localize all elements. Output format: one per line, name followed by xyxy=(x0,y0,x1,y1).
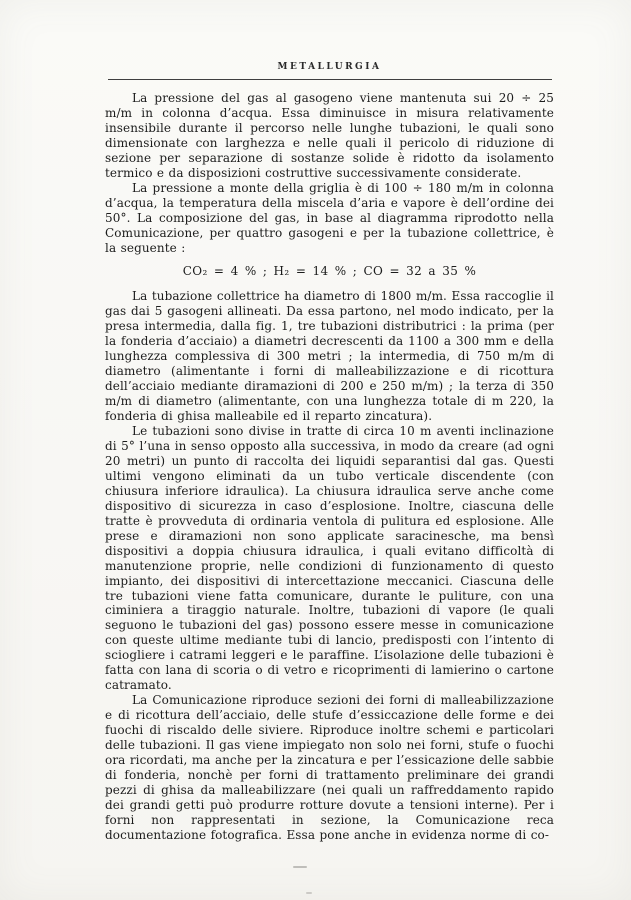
scan-artifact-dot xyxy=(306,892,312,894)
paragraph: La pressione a monte della griglia è di 100 ÷ 180 m/m in colonna d’acqua, la temperatura della miscela d’aria e vapore è dell’ordine dei 50°. La composizione del gas, in base al diagramma riprodotto nella Comunicazione, per quattro gasogeni e per la tubazione collettrice, è la seguente : xyxy=(105,180,554,255)
gas-composition-formula: CO₂ = 4 % ; H₂ = 14 % ; CO = 32 a 35 % xyxy=(182,264,477,279)
paragraph: La Comunicazione riproduce sezioni dei forni di malleabilizzazione e di ricottura dell’acciaio, delle stufe d’essiccazione delle forme e dei fuochi di riscaldo delle siviere. Riproduce inoltre schemi e particolari delle tubazioni. Il gas viene impiegato non solo nei forni, stufe o fuochi ora ricordati, ma anche per la zincatura e per l’essicazione delle sabbie di fonderia, nonchè per forni di trattamento preliminare dei grandi pezzi di ghisa da malleabilizzare (nei quali un raffreddamento rapido dei grandi getti può produrre rotture dovute a tensioni interne). Per i forni non rappresentati in sezione, la Comunicazione reca documentazione fotografica. Essa pone anche in evidenza norme di co- xyxy=(105,693,554,842)
scan-artifact-dash xyxy=(293,866,307,868)
header-rule xyxy=(108,79,552,80)
running-head: METALLURGIA xyxy=(277,62,382,72)
paragraph: Le tubazioni sono divise in tratte di circa 10 m aventi inclinazione di 5° l’una in senso opposto alla successiva, in modo da creare (ad ogni 20 metri) un punto di raccolta dei liquidi separantisi dal gas. Questi ultimi vengono eliminati da un tubo verticale discendente (con chiusura inferiore idraulica). La chiusura idraulica serve anche come dispositivo di sicurezza in caso d’esplosione. Inoltre, ciascuna delle tratte è provveduta di ordinaria ventola di pulitura ed esplosione. Alle prese e diramazioni non sono applicate saracinesche, ma bensì dispositivi a doppia chiusura idraulica, i quali evitano difficoltà di manutenzione proprie, nelle condizioni di funzionamento di questo impianto, dei dispositivi di intercettazione meccanici. Ciascuna delle tre tubazioni viene fatta comunicare, durante le puliture, con una ciminiera a tiraggio naturale. Inoltre, tubazioni di vapore (le quali seguono le tubazioni del gas) possono essere messe in comunicazione con queste ultime mediante tubi di lancio, predisposti con l’intento di sciogliere i catrami leggeri e le paraffine. L’isolazione delle tubazioni è fatta con lana di scoria o di vetro e ricoprimenti di lamierino o cartone catramato. xyxy=(105,424,554,693)
page-text-block xyxy=(105,91,554,843)
paragraph: La tubazione collettrice ha diametro di 1800 m/m. Essa raccoglie il gas dai 5 gasogeni allineati. Da essa partono, nel modo indicato, per la presa intermedia, dalla fig. 1, tre tubazioni distributrici : la prima (per la fonderia d’acciaio) a diametri decrescenti da 1100 a 300 mm e della lunghezza complessiva di 300 metri ; la intermedia, di 750 m/m di diametro (alimentante i forni di malleabilizzazione e di ricottura dell’acciaio mediante diramazioni di 200 e 250 m/m) ; la terza di 350 m/m di diametro (alimentante, con una lunghezza totale di m 220, la fonderia di ghisa malleabile ed il reparto zincatura). xyxy=(105,289,554,424)
paragraph: La pressione del gas al gasogeno viene mantenuta sui 20 ÷ 25 m/m in colonna d’acqua. Essa diminuisce in misura relativamente insensibile durante il percorso nelle lunghe tubazioni, le quali sono dimensionate con larghezza e nelle quali il pericolo di riduzione di sezione per separazione di sostanze solide è ridotto da isolamento termico e da disposizioni costruttive successivamente considerate. xyxy=(105,91,554,180)
